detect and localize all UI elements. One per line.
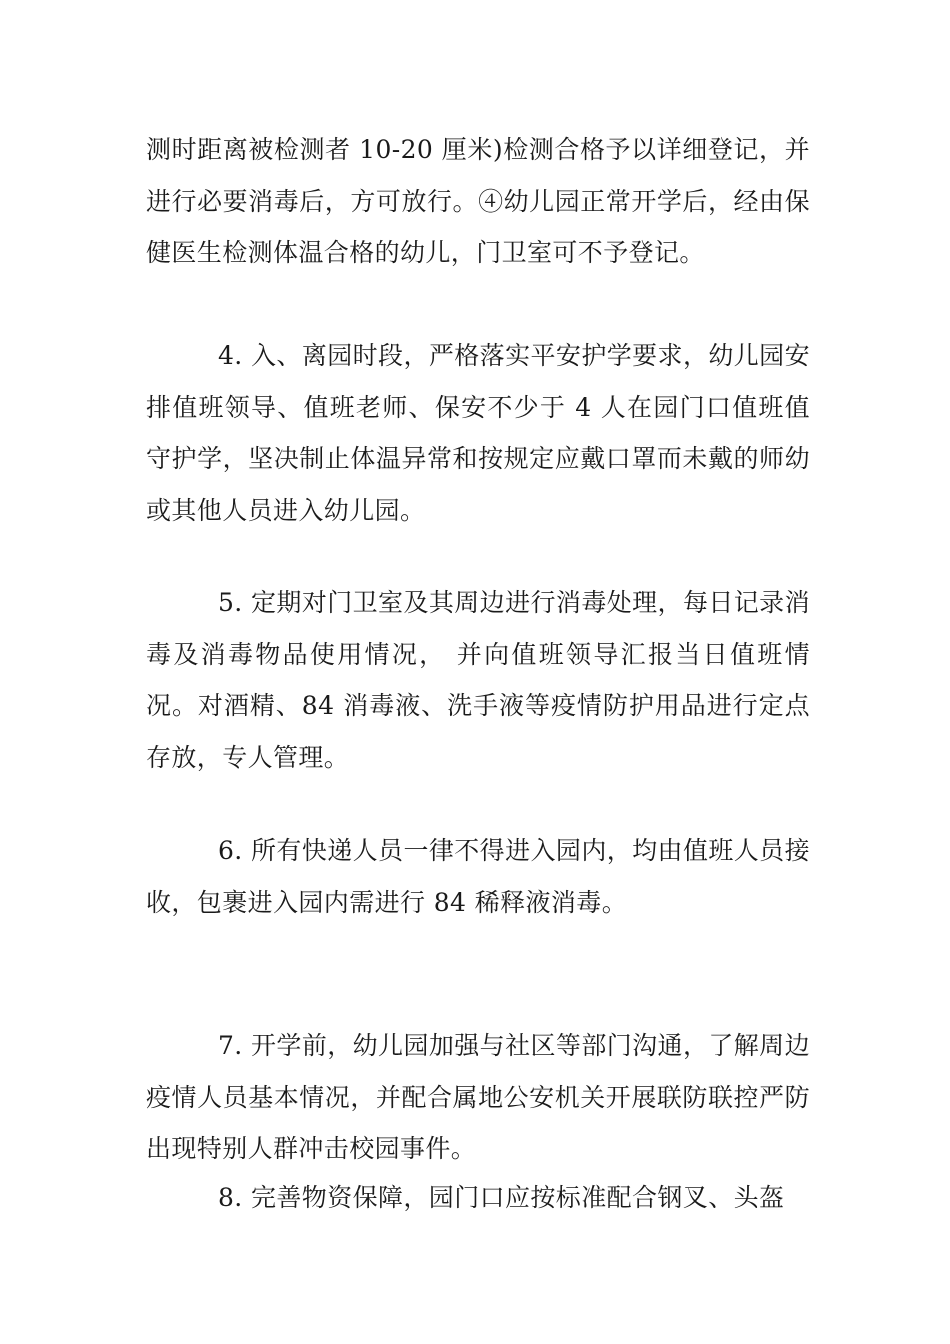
paragraph-continuation: 测时距离被检测者 10-20 厘米)检测合格予以详细登记，并进行必要消毒后，方可放行。④幼儿园正常开学后，经由保健医生检测体温合格的幼儿，门卫室可不予登记。 bbox=[146, 135, 810, 267]
paragraph-item-7: 7. 开学前，幼儿园加强与社区等部门沟通，了解周边疫情人员基本情况，并配合属地公安机关开展联防联控严防出现特别人群冲击校园事件。 bbox=[146, 1031, 810, 1163]
paragraph-item-5: 5. 定期对门卫室及其周边进行消毒处理，每日记录消毒及消毒物品使用情况， 并向值班领导汇报当日值班情况。对酒精、84 消毒液、洗手液等疫情防护用品进行定点存放，专人管理。 bbox=[146, 588, 810, 772]
paragraph-item-6: 6. 所有快递人员一律不得进入园内，均由值班人员接收，包裹进入园内需进行 84 稀释液消毒。 bbox=[146, 836, 810, 917]
paragraph-item-4: 4. 入、离园时段，严格落实平安护学要求，幼儿园安排值班领导、值班老师、保安不少于 4 人在园门口值班值守护学，坚决制止体温异常和按规定应戴口罩而未戴的师幼或其他人员进入幼儿园。 bbox=[146, 341, 810, 525]
paragraph-item-8: 8. 完善物资保障，园门口应按标准配合钢叉、头盔 bbox=[218, 1183, 785, 1212]
